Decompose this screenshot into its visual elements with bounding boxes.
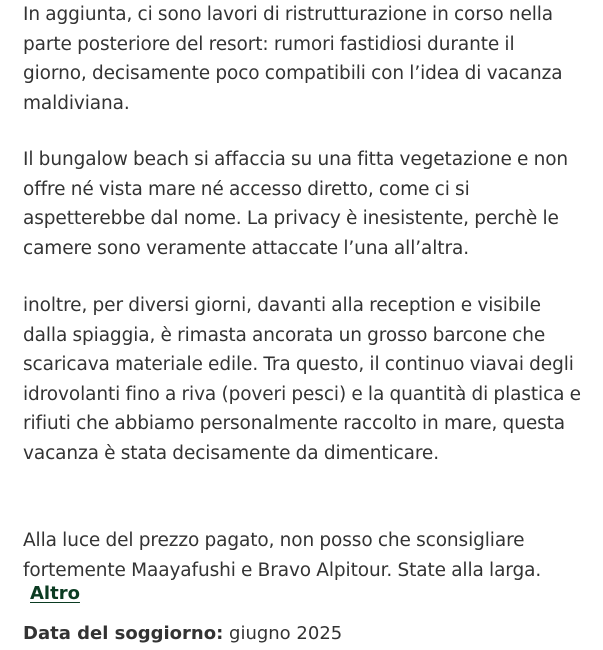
stay-date-value: giugno 2025 xyxy=(229,623,343,644)
review-paragraph: In aggiunta, ci sono lavori di ristrutturazione in corso nella parte posteriore del resort: rumori fastidiosi durante il giorno, decisamente poco compatibili con l’idea di vacanza maldiviana. xyxy=(23,4,563,114)
stay-date-label: Data del soggiorno: xyxy=(23,623,224,644)
stay-date xyxy=(23,620,342,648)
review-paragraph: Il bungalow beach si affaccia su una fitta vegetazione e non offre né vista mare né accesso diretto, come ci si aspetterebbe dal nome. La privacy è inesistente, perchè le camere sono veramente attaccate l’una all’altra. xyxy=(23,149,569,259)
read-more-link[interactable]: Altro xyxy=(30,583,80,604)
review-paragraph: inoltre, per diversi giorni, davanti alla reception e visibile dalla spiaggia, è rimasta ancorata un grosso barcone che scaricava materiale edile. Tra questo, il continuo viavai degli idrovolanti fino a riva (poveri pesci) e la quantità di plastica e rifiuti che abbiamo personalmente raccolto in mare, questa vacanza è stata decisamente da dimenticare. xyxy=(23,295,581,464)
review-paragraph: Alla luce del prezzo pagato, non posso che sconsigliare fortemente Maayafushi e Bravo Alpitour. State alla larga. xyxy=(23,530,542,581)
